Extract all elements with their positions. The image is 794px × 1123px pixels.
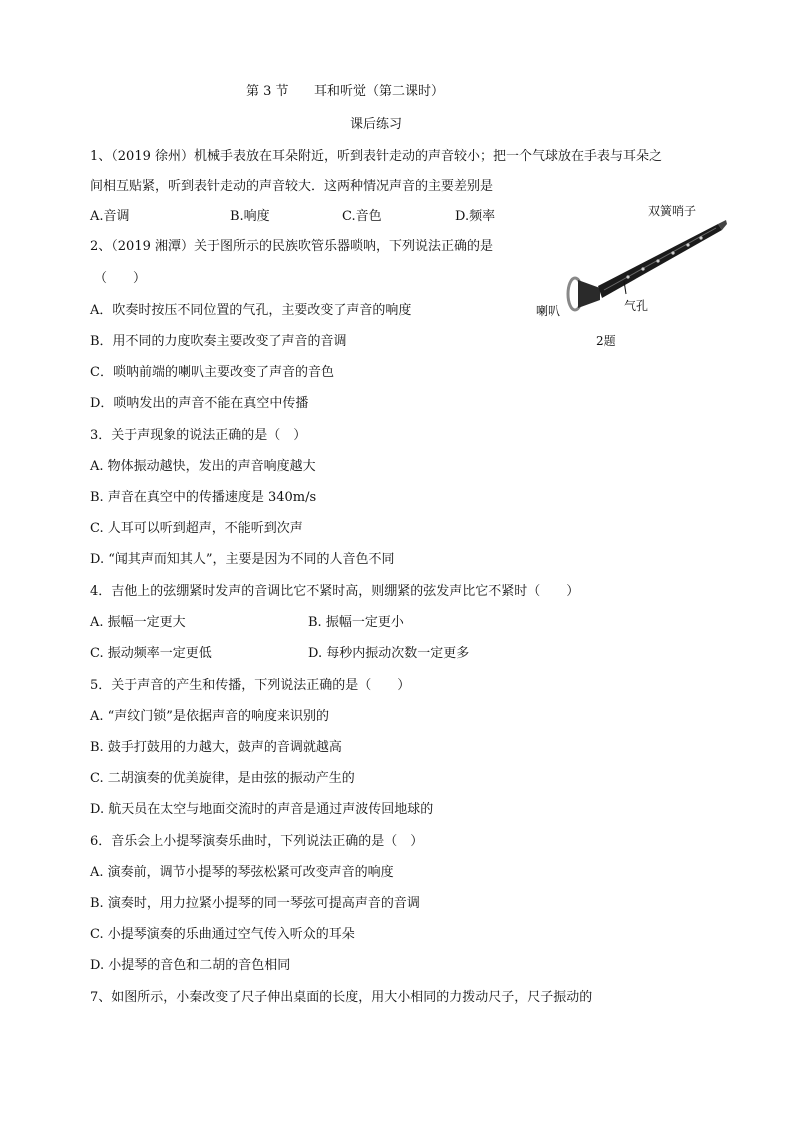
q5-stem: 5．关于声音的产生和传播，下列说法正确的是（ ） (90, 678, 411, 693)
q5-option-d: D. 航天员在太空与地面交流时的声音是通过声波传回地球的 (90, 802, 434, 817)
q4-option-c: C. 振动频率一定更低 (90, 646, 212, 661)
q2-option-d: D．唢呐发出的声音不能在真空中传播 (90, 396, 309, 411)
air-hole-3 (656, 259, 659, 262)
q6-option-d: D. 小提琴的音色和二胡的音色相同 (90, 958, 291, 973)
q1-option-b: B.响度 (230, 209, 270, 224)
q1-option-d: D.频率 (455, 209, 496, 224)
q5-option-a: A. “声纹门锁”是依据声音的响度来识别的 (90, 709, 329, 724)
q6-option-a: A. 演奏前，调节小提琴的琴弦松紧可改变声音的响度 (90, 865, 394, 880)
q3-stem: 3．关于声现象的说法正确的是（ ） (90, 428, 307, 443)
q3-option-c: C. 人耳可以听到超声，不能听到次声 (90, 521, 303, 536)
page-title: 耳和听觉（第二课时） (314, 84, 445, 99)
air-hole-4 (671, 251, 674, 254)
q2-stem: 2、（2019 湘潭）关于图所示的民族吹管乐器唢呐，下列说法正确的是 (90, 239, 493, 254)
air-hole-5 (686, 243, 689, 246)
q2-answer-bracket: （ ） (94, 271, 147, 286)
air-hole-6 (699, 236, 702, 239)
suona-figure (528, 198, 728, 358)
q4-option-b: B. 振幅一定更小 (308, 615, 404, 630)
suona-highlight (604, 228, 716, 290)
suona-horn-bell (578, 280, 600, 308)
q2-option-b: B．用不同的力度吹奏主要改变了声音的音调 (90, 334, 347, 349)
q3-option-b: B. 声音在真空中的传播速度是 340m/s (90, 490, 317, 505)
q6-stem: 6．音乐会上小提琴演奏乐曲时，下列说法正确的是（ ） (90, 834, 424, 849)
q1-stem-line2: 间相互贴紧，听到表针走动的声音较大．这两种情况声音的主要差别是 (90, 179, 494, 194)
q7-stem: 7、如图所示，小秦改变了尺子伸出桌面的长度，用大小相同的力拨动尺子，尺子振动的 (90, 990, 593, 1005)
suona-illustration (528, 198, 728, 358)
figure-caption: 2题 (596, 334, 616, 348)
page-subtitle: 课后练习 (350, 117, 403, 132)
q4-stem: 4．吉他上的弦绷紧时发声的音调比它不紧时高，则绷紧的弦发声比它不紧时（ ） (90, 584, 580, 599)
q3-option-d: D. “闻其声而知其人”，主要是因为不同的人音色不同 (90, 552, 395, 567)
q4-option-d: D. 每秒内振动次数一定更多 (308, 646, 470, 661)
air-hole-2 (641, 267, 644, 270)
q6-option-c: C. 小提琴演奏的乐曲通过空气传入听众的耳朵 (90, 927, 355, 942)
q1-option-a: A.音调 (90, 209, 130, 224)
section-number: 第 3 节 (246, 84, 289, 99)
label-air-hole: 气孔 (624, 299, 649, 313)
q4-option-a: A. 振幅一定更大 (90, 615, 186, 630)
q2-option-c: C．唢呐前端的喇叭主要改变了声音的音色 (90, 365, 334, 380)
q3-option-a: A. 物体振动越快，发出的声音响度越大 (90, 459, 316, 474)
label-double-reed: 双簧哨子 (648, 204, 697, 218)
q5-option-b: B. 鼓手打鼓用的力越大，鼓声的音调就越高 (90, 740, 342, 755)
q1-option-c: C.音色 (342, 209, 382, 224)
q5-option-c: C. 二胡演奏的优美旋律，是由弦的振动产生的 (90, 771, 355, 786)
q6-option-b: B. 演奏时，用力拉紧小提琴的同一琴弦可提高声音的音调 (90, 896, 420, 911)
q1-stem-line1: 1、（2019 徐州）机械手表放在耳朵附近，听到表针走动的声音较小；把一个气球放在手表与耳朵之 (90, 149, 662, 164)
air-hole-1 (626, 275, 629, 278)
q2-option-a: A．吹奏时按压不同位置的气孔，主要改变了声音的响度 (90, 303, 412, 318)
label-horn: 喇叭 (536, 304, 561, 318)
